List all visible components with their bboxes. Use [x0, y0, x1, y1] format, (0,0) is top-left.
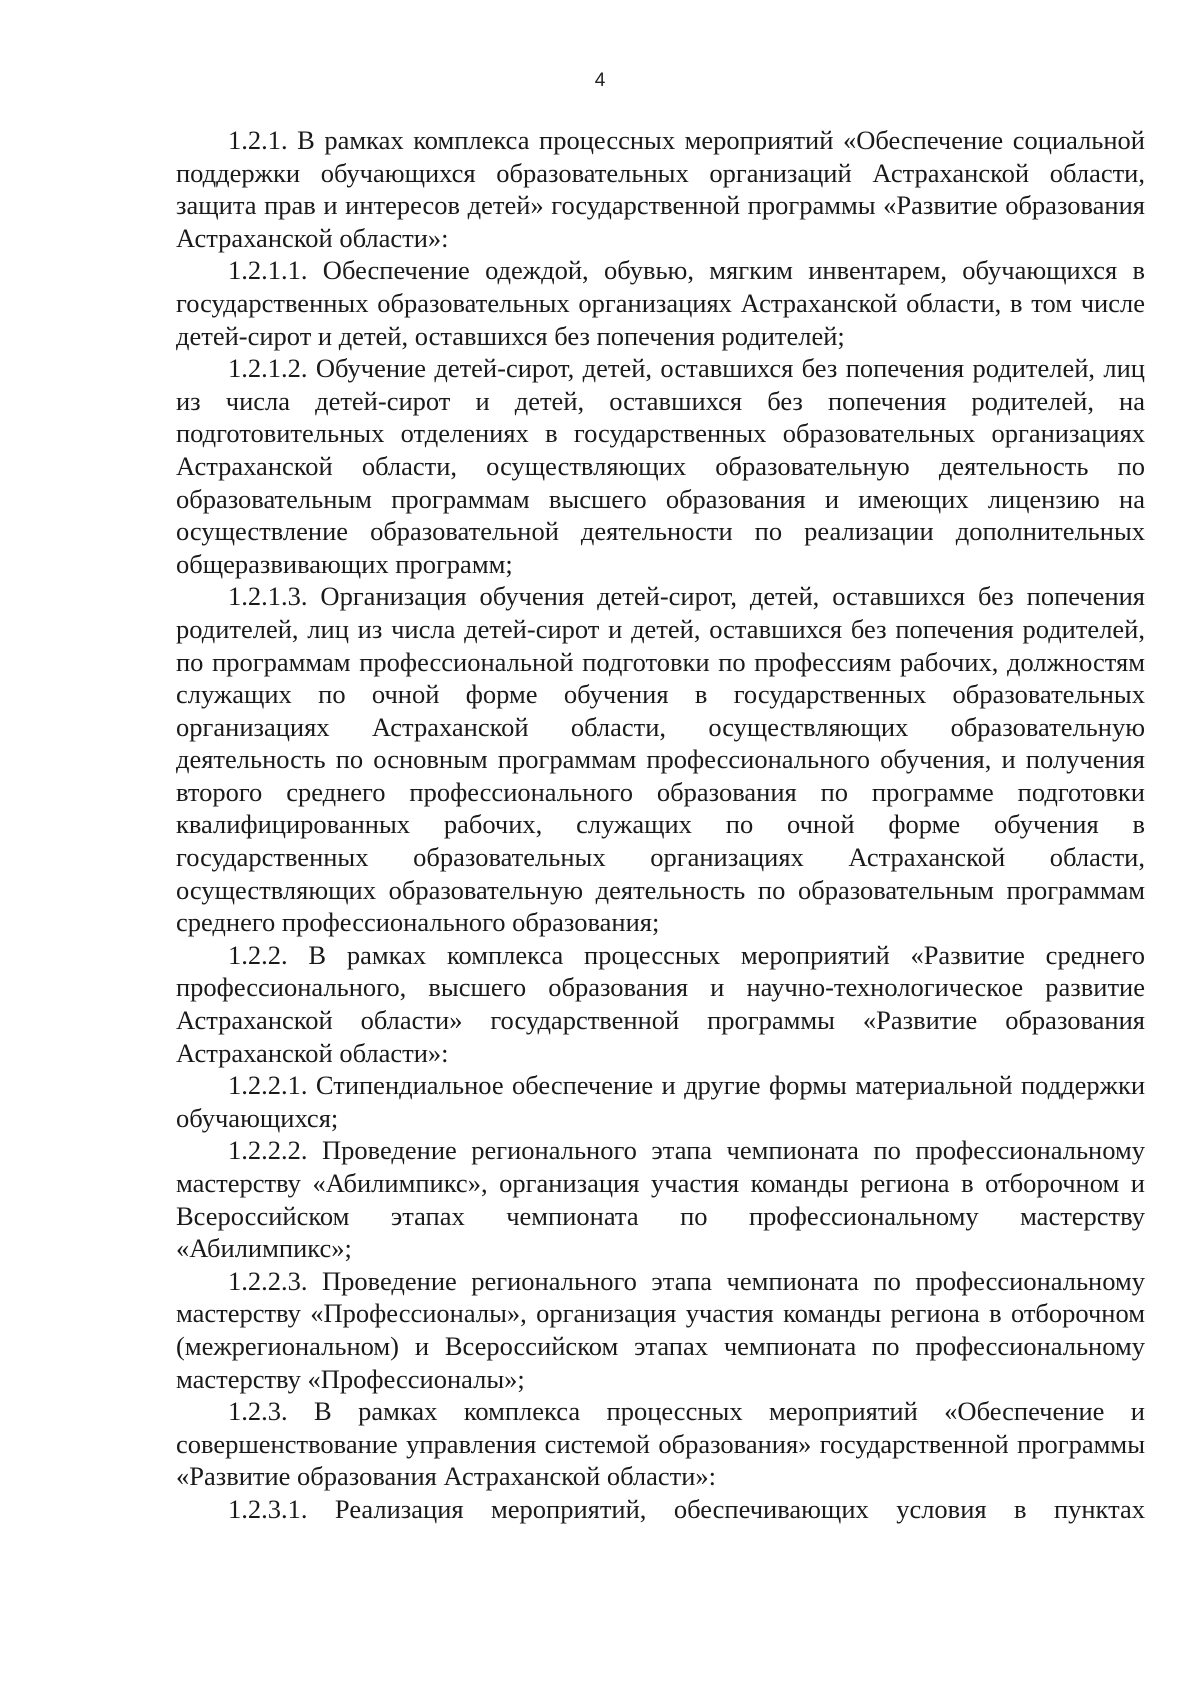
paragraph-1-2-2-2: 1.2.2.2. Проведение регионального этапа чемпионата по профессиональному мастерству «Абилимпикс», организация участия команды региона в отборочном и Всероссийском этапах чемпионата по профессиональному мастерству «Абилимпикс»;: [176, 1135, 1145, 1264]
paragraph-1-2-2: 1.2.2. В рамках комплекса процессных мероприятий «Развитие среднего профессионального, высшего образования и научно-технологическое развитие Астраханской области» государственной программы «Развитие образования Астраханской области»:: [176, 939, 1145, 1068]
paragraph-1-2-1-2: 1.2.1.2. Обучение детей-сирот, детей, оставшихся без попечения родителей, лиц из числа детей-сирот и детей, оставшихся без попечения родителей, на подготовительных отделениях в государственных образовательных организациях Астраханской области, осуществляющих образовательную деятельность по образовательным программам высшего образования и имеющих лицензию на осуществление образовательной деятельности по реализации дополнительных общеразвивающих программ;: [176, 353, 1145, 579]
paragraph-1-2-2-1: 1.2.2.1. Стипендиальное обеспечение и другие формы материальной поддержки обучающихся;: [176, 1070, 1145, 1133]
paragraph-1-2-3-1: 1.2.3.1. Реализация мероприятий, обеспечивающих условия в пунктах: [228, 1493, 1145, 1524]
page-number: 4: [594, 70, 606, 91]
document-body: [176, 124, 1145, 1526]
paragraph-1-2-1: 1.2.1. В рамках комплекса процессных мероприятий «Обеспечение социальной поддержки обучающихся образовательных организаций Астраханской области, защита прав и интересов детей» государственной программы «Развитие образования Астраханской области»:: [176, 125, 1145, 253]
paragraph-1-2-1-1: 1.2.1.1. Обеспечение одеждой, обувью, мягким инвентарем, обучающихся в государственных образовательных организациях Астраханской области, в том числе детей-сирот и детей, оставшихся без попечения родителей;: [176, 255, 1145, 351]
paragraph-1-2-1-3: 1.2.1.3. Организация обучения детей-сирот, детей, оставшихся без попечения родителей, лиц из числа детей-сирот и детей, оставшихся без попечения родителей, по программам профессиональной подготовки по профессиям рабочих, должностям служащих по очной форме обучения в государственных образовательных организациях Астраханской области, осуществляющих образовательную деятельность по основным программам профессионального обучения, и получения второго среднего профессионального образования по программе подготовки квалифицированных рабочих, служащих по очной форме обучения в государственных образовательных организациях Астраханской области, осуществляющих образовательную деятельность по образовательным программам среднего профессионального образования;: [176, 581, 1145, 938]
paragraph-1-2-3: 1.2.3. В рамках комплекса процессных мероприятий «Обеспечение и совершенствование управления системой образования» государственной программы «Развитие образования Астраханской области»:: [176, 1396, 1145, 1492]
paragraph-1-2-2-3: 1.2.2.3. Проведение регионального этапа чемпионата по профессиональному мастерству «Профессионалы», организация участия команды региона в отборочном (межрегиональном) и Всероссийском этапах чемпионата по профессиональному мастерству «Профессионалы»;: [176, 1265, 1145, 1394]
